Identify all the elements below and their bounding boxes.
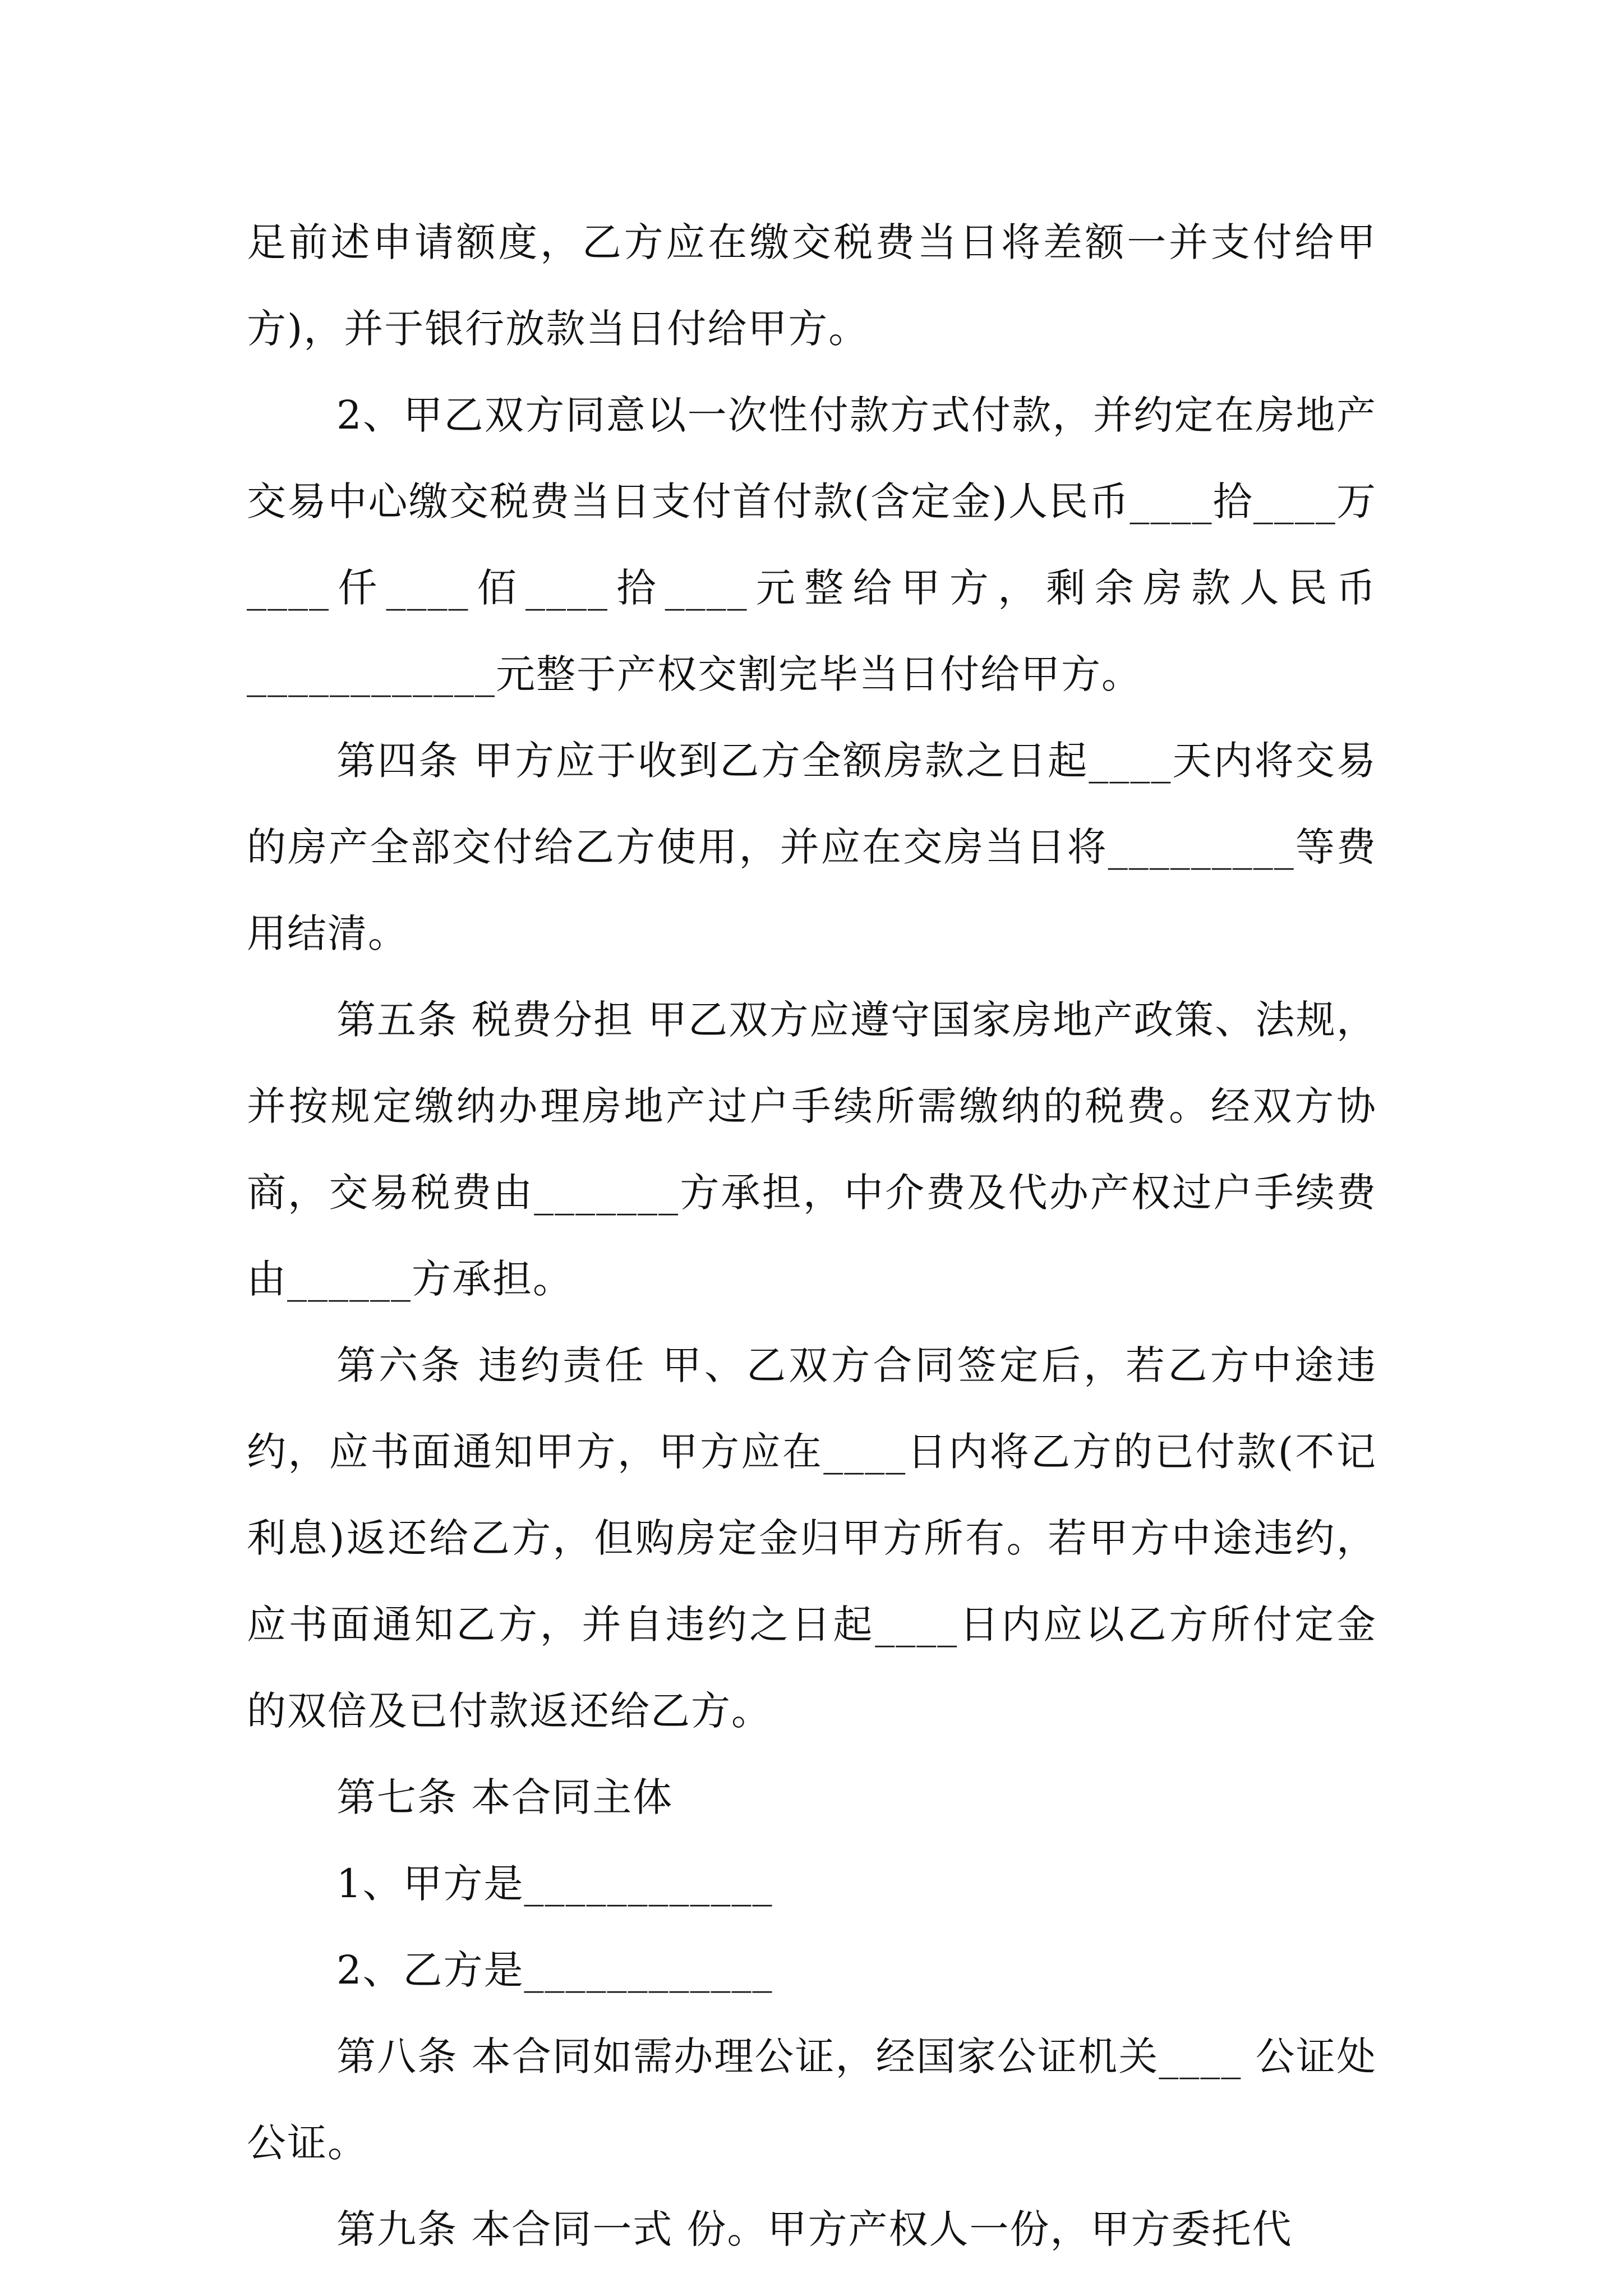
paragraph-article-8: 第八条 本合同如需办理公证，经国家公证机关____ 公证处公证。 (247, 2033, 1377, 2166)
paragraph-party-b: 2、乙方是____________ (336, 1947, 773, 1993)
paragraph-continued-payment: 足前述申请额度，乙方应在缴交税费当日将差额一并支付给甲方)，并于银行放款当日付给甲方。 (247, 219, 1377, 352)
paragraph-article-4: 第四条 甲方应于收到乙方全额房款之日起____天内将交易的房产全部交付给乙方使用，并应在交房当日将_________等费用结清。 (247, 738, 1377, 956)
paragraph-payment-method: 2、甲乙双方同意以一次性付款方式付款，并约定在房地产交易中心缴交税费当日支付首付款(含定金)人民币____拾____万____仟____佰____拾____元整给甲方，剩余房款人民币____________元整于产权交割完毕当日付给甲方。 (247, 392, 1377, 697)
paragraph-article-9: 第九条 本合同一式 份。甲方产权人一份，甲方委托代 (336, 2206, 1293, 2252)
paragraph-article-5: 第五条 税费分担 甲乙双方应遵守国家房地产政策、法规，并按规定缴纳办理房地产过户手续所需缴纳的税费。经双方协商，交易税费由_______方承担，中介费及代办产权过户手续费由______方承担。 (247, 997, 1377, 1302)
document-page (247, 199, 1377, 2272)
paragraph-article-6: 第六条 违约责任 甲、乙双方合同签定后，若乙方中途违约，应书面通知甲方，甲方应在____日内将乙方的已付款(不记利息)返还给乙方，但购房定金归甲方所有。若甲方中途违约，应书面通知乙方，并自违约之日起____日内应以乙方所付定金的双倍及已付款返还给乙方。 (247, 1342, 1377, 1734)
paragraph-party-a: 1、甲方是____________ (336, 1861, 773, 1907)
paragraph-article-7-heading: 第七条 本合同主体 (336, 1774, 674, 1820)
